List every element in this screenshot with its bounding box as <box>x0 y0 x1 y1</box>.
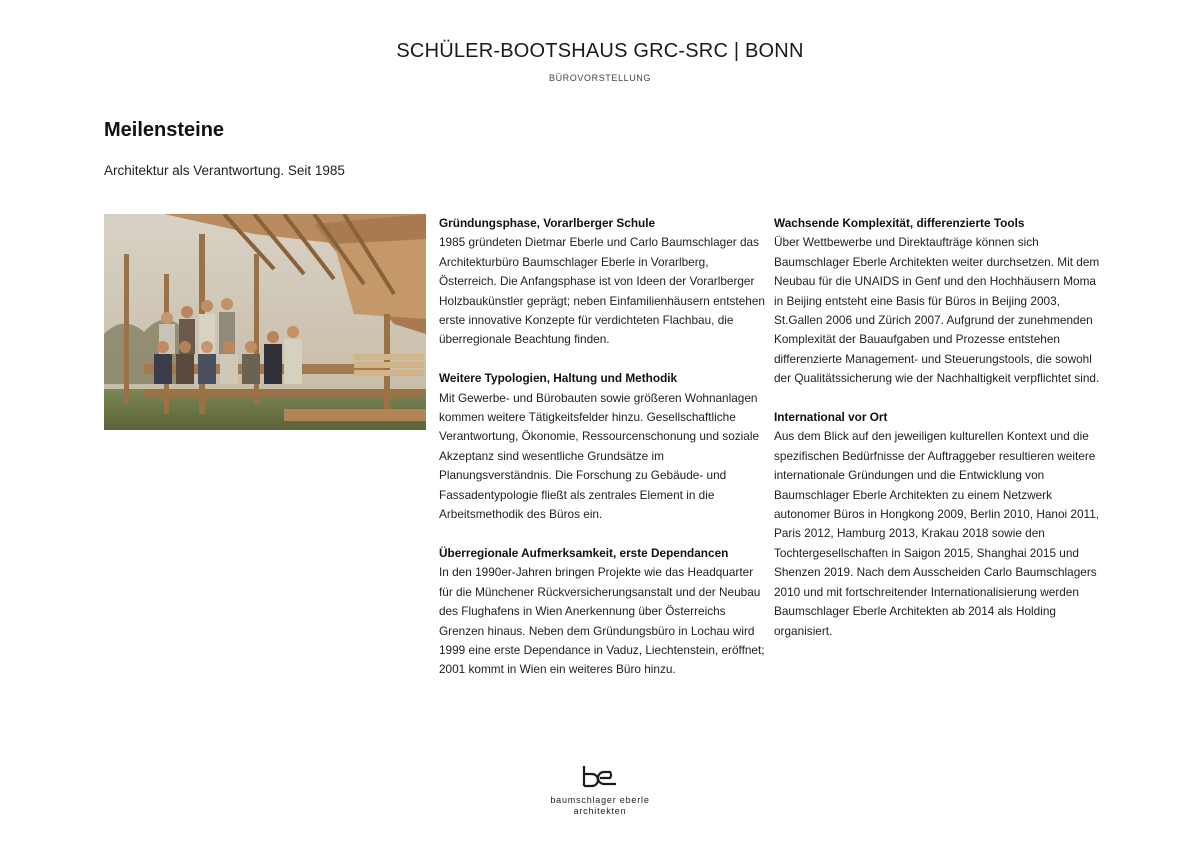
milestone-block <box>439 544 765 680</box>
section-title: Meilensteine <box>104 119 225 141</box>
page-header <box>0 40 1200 83</box>
company-logo <box>530 764 670 816</box>
milestone-block <box>439 369 765 524</box>
milestone-text: Über Wettbewerbe und Direktaufträge können sich Baumschlager Eberle Architekten weiter durchsetzen. Mit dem Neubau für die UNAIDS in Genf und den Hochhäusern Moma in Beijing entsteht eine Basis für Büros in Beijing 2003, St.Gallen 2006 und Zürich 2007. Aufgrund der zunehmenden Komplexität der Bauaufgaben und Prozesse entstehen differenzierte Management- und Steuerungstools, die sowohl der Qualitätssicherung wie der Nachhaltigkeit verpflichtet sind. <box>774 235 1100 386</box>
milestone-text: 1985 gründeten Dietmar Eberle und Carlo Baumschlager das Architekturbüro Baumschlager Eberle in Vorarlberg, Österreich. Die Anfangsphase ist von Ideen der Vorarlberger Holzbaukünstler geprägt; neben Einfamilienhäusern entstehen erste innovative Konzepte für verdichteten Flachbau, die überregionale Beachtung finden. <box>439 235 765 347</box>
logo-line-1: baumschlager eberle <box>550 795 650 805</box>
milestone-heading: Gründungsphase, Vorarlberger Schule <box>439 216 656 230</box>
milestone-text: In den 1990er-Jahren bringen Projekte wie das Headquarter für die Münchener Rückversicherungsanstalt und der Neubau des Flughafens in Wien Anerkennung über Österreichs Grenzen hinaus. Neben dem Gründungsbüro in Lochau wird 1999 eine erste Dependance in Vaduz, Liechtenstein, eröffnet; 2001 kommt in Wien ein weiteres Büro hinzu. <box>439 565 765 677</box>
milestone-block <box>774 214 1100 389</box>
milestone-heading: International vor Ort <box>774 410 888 425</box>
text-column-left <box>439 214 765 699</box>
logo-line-2: architekten <box>573 806 627 816</box>
text-column-right <box>774 214 1100 660</box>
milestone-heading: Wachsende Komplexität, differenzierte Tools <box>774 216 1025 230</box>
milestone-block <box>439 214 765 350</box>
milestone-text: Aus dem Blick auf den jeweiligen kulturellen Kontext und die spezifischen Bedürfnisse der Auftraggeber resultieren weitere internationale Gründungen und die Entwicklung von Baumschlager Eberle Architekten zu einem Netzwerk autonomer Büros in Hongkong 2009, Berlin 2010, Hanoi 2011, Paris 2012, Hamburg 2013, Krakau 2018 sowie den Tochtergesellschaften in Saigon 2015, Shanghai 2015 und Shenzen 2019. Nach dem Ausscheiden Carlo Baumschlagers 2010 und mit fortschreitender Internationalisierung werden Baumschlager Eberle Architekten ab 2014 als Holding organisiert. <box>774 429 1100 638</box>
team-photo <box>104 214 426 430</box>
section-lead: Architektur als Verantwortung. Seit 1985 <box>104 163 345 178</box>
milestone-block <box>774 408 1100 641</box>
milestone-text: Mit Gewerbe- und Bürobauten sowie größeren Wohnanlagen kommen weitere Tätigkeitsfelder hinzu. Gesellschaftliche Verantwortung, Ökonomie, Ressourcenschonung und soziale Akzeptanz sind wesentliche Grundsätze im Planungsverständnis. Die Forschung zu Gebäude- und Fassadentypologie fließt als zentrales Element in die Arbeitsmethodik des Büros ein. <box>439 390 760 522</box>
milestone-heading: Weitere Typologien, Haltung und Methodik <box>439 371 678 386</box>
document-title: SCHÜLER-BOOTSHAUS GRC-SRC | BONN <box>396 40 804 62</box>
be-logo-mark <box>580 764 620 790</box>
milestone-heading: Überregionale Aufmerksamkeit, erste Dependancen <box>439 545 729 560</box>
document-subtitle: BÜROVORSTELLUNG <box>548 73 652 83</box>
